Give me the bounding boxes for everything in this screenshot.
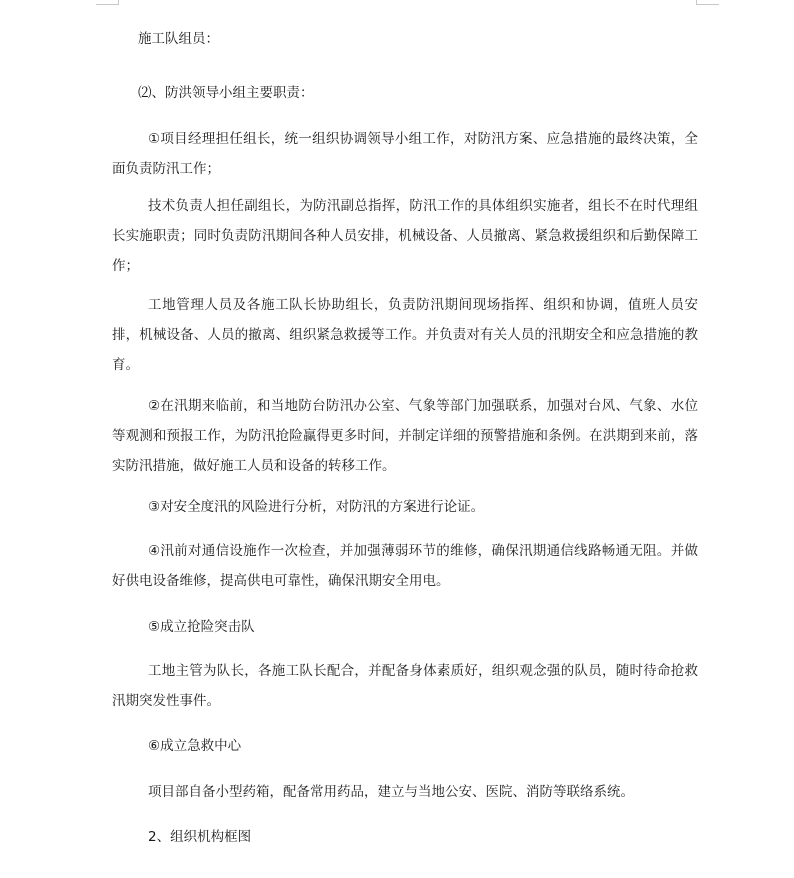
paragraph-deputy-leader: 技术负责人担任副组长，为防汛副总指挥，防汛工作的具体组织实施者，组长不在时代理组长实施职责；同时负责防汛期间各种人员安排，机械设备、人员撤离、紧急救援组织和后勤保障工作； [112,198,698,274]
page-corner-mark-left [96,0,119,5]
paragraph-duty-4: ④汛前对通信设施作一次检查，并加强薄弱环节的维修，确保汛期通信线路畅通无阻。并做好供电设备维修，提高供电可靠性，确保汛期安全用电。 [112,543,698,589]
paragraph-duties-heading: ⑵、防洪领导小组主要职责： [138,85,314,101]
paragraph-duty-5: ⑤成立抢险突击队 [148,619,255,635]
paragraph-duty-6: ⑥成立急救中心 [148,738,242,754]
paragraph-duty-3: ③对安全度汛的风险进行分析，对防汛的方案进行论证。 [148,499,485,515]
paragraph-team-members: 施工队组员： [138,31,219,47]
page-corner-mark-right [696,0,719,5]
paragraph-org-chart-heading: 2、组织机构框图 [148,829,252,845]
paragraph-duty-2: ②在汛期来临前，和当地防台防汛办公室、气象等部门加强联系，加强对台风、气象、水位等观测和预报工作，为防汛抢险赢得更多时间，并制定详细的预警措施和条例。在洪期到来前，落实防汛措施，做好施工人员和设备的转移工作。 [112,398,698,474]
paragraph-first-aid: 项目部自备小型药箱，配备常用药品，建立与当地公安、医院、消防等联络系统。 [148,784,634,800]
paragraph-duty-1: ①项目经理担任组长，统一组织协调领导小组工作，对防汛方案、应急措施的最终决策，全面负责防汛工作； [112,131,698,177]
paragraph-rescue-team: 工地主管为队长，各施工队长配合，并配备身体素质好，组织观念强的队员，随时待命抢救汛期突发性事件。 [112,663,698,709]
paragraph-site-managers: 工地管理人员及各施工队长协助组长，负责防汛期间现场指挥、组织和协调，值班人员安排，机械设备、人员的撤离、组织紧急救援等工作。并负责对有关人员的汛期安全和应急措施的教育。 [112,297,698,373]
